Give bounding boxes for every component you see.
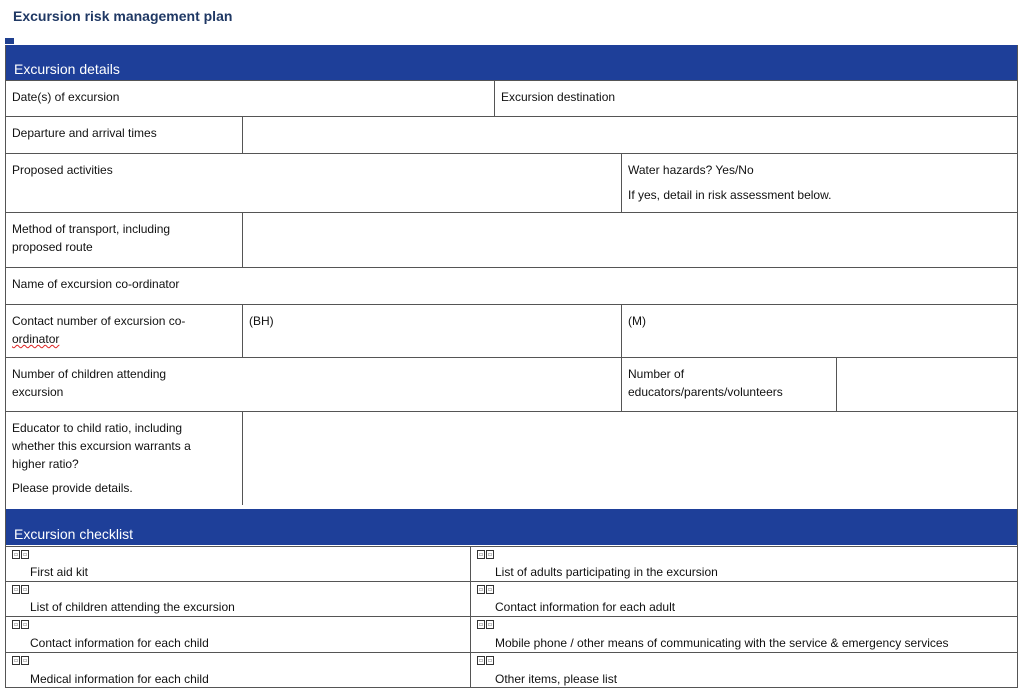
- checkbox-icon[interactable]: ☐ ☐: [12, 585, 30, 594]
- checklist-item-label: Contact information for each adult: [495, 600, 676, 614]
- contact-m-label: (M): [628, 314, 646, 328]
- row-transport: [6, 212, 1017, 267]
- educators-label-cell: [621, 358, 836, 411]
- checkbox-icon[interactable]: ☐ ☐: [12, 656, 30, 665]
- ratio-label-cell: [6, 412, 242, 505]
- checklist-row: [6, 616, 1017, 652]
- checklist-item-label: List of adults participating in the excursion: [495, 565, 718, 579]
- checklist-item-medical-info[interactable]: [6, 653, 470, 688]
- checklist-heading-text: Excursion checklist: [14, 526, 134, 542]
- transport-label-line-1: Method of transport, including: [12, 222, 171, 236]
- water-hazards-field[interactable]: [621, 154, 1019, 212]
- section-heading-details: [6, 45, 1017, 80]
- checkbox-icon[interactable]: ☐ ☐: [477, 550, 495, 559]
- times-input[interactable]: [242, 117, 1019, 153]
- transport-label-cell: [6, 213, 242, 267]
- transport-label-line-2: proposed route: [12, 240, 93, 254]
- ratio-input[interactable]: [242, 412, 1019, 505]
- row-ratio: [6, 411, 1017, 505]
- checklist-item-communication[interactable]: [470, 617, 1019, 652]
- dates-label: Date(s) of excursion: [12, 90, 120, 104]
- row-dates: [6, 80, 1017, 116]
- checkbox-icon[interactable]: ☐ ☐: [477, 656, 495, 665]
- educators-label-line-2: educators/parents/volunteers: [628, 385, 783, 399]
- times-label: Departure and arrival times: [12, 126, 157, 140]
- row-attendance: [6, 357, 1017, 411]
- children-count-field[interactable]: [6, 358, 621, 411]
- checklist-item-label: Medical information for each child: [30, 672, 209, 686]
- activities-label: Proposed activities: [12, 163, 113, 177]
- children-label-line-1: Number of children attending: [12, 367, 167, 381]
- activities-field[interactable]: [6, 154, 621, 212]
- checklist-row: [6, 581, 1017, 616]
- row-times: [6, 116, 1017, 153]
- details-heading-text: Excursion details: [14, 61, 120, 77]
- destination-field[interactable]: [494, 81, 1019, 116]
- checkbox-icon[interactable]: ☐ ☐: [477, 620, 495, 629]
- checklist-item-label: Other items, please list: [495, 672, 618, 686]
- contact-label-line-1: Contact number of excursion co-: [12, 314, 186, 328]
- checklist-item-label: Contact information for each child: [30, 636, 209, 650]
- contact-bh-label: (BH): [249, 314, 274, 328]
- water-hazards-note: If yes, detail in risk assessment below.: [628, 188, 832, 202]
- checkbox-icon[interactable]: ☐ ☐: [12, 620, 30, 629]
- educators-label-line-1: Number of: [628, 367, 685, 381]
- educators-count-input[interactable]: [836, 358, 1019, 411]
- row-coordinator: [6, 267, 1017, 304]
- coordinator-label: Name of excursion co-ordinator: [12, 277, 180, 291]
- destination-label: Excursion destination: [501, 90, 616, 104]
- checklist-row: [6, 546, 1017, 581]
- section-heading-checklist: [6, 509, 1017, 545]
- checklist-item-label: First aid kit: [30, 565, 89, 579]
- table-bottom-border: [6, 687, 1017, 688]
- times-label-cell: [6, 117, 242, 153]
- checklist-item-label: Mobile phone / other means of communicating with the service & emergency services: [495, 636, 949, 650]
- checkbox-icon[interactable]: ☐ ☐: [12, 550, 30, 559]
- children-label-line-2: excursion: [12, 385, 64, 399]
- risk-plan-form: [5, 45, 1018, 688]
- transport-input[interactable]: [242, 213, 1019, 267]
- checklist-item-label: List of children attending the excursion: [30, 600, 235, 614]
- checklist-item-other[interactable]: [470, 653, 1019, 688]
- page-title: Excursion risk management plan: [13, 8, 233, 24]
- checklist-row: [6, 652, 1017, 688]
- row-activities: [6, 153, 1017, 212]
- checklist-item-children-list[interactable]: [6, 582, 470, 616]
- coordinator-field[interactable]: [6, 268, 1019, 304]
- ratio-label-line-3: higher ratio?: [12, 457, 79, 471]
- checklist-item-adults-list[interactable]: [470, 547, 1019, 581]
- checklist-item-adult-contacts[interactable]: [470, 582, 1019, 616]
- checklist-item-child-contacts[interactable]: [6, 617, 470, 652]
- ratio-label-line-4: Please provide details.: [12, 481, 133, 495]
- checklist-item-first-aid[interactable]: [6, 547, 470, 581]
- ratio-label-line-1: Educator to child ratio, including: [12, 421, 183, 435]
- row-contact: [6, 304, 1017, 357]
- section-marker: [5, 38, 14, 44]
- contact-label-line-2: ordinator: [12, 332, 60, 346]
- contact-label-cell: [6, 305, 242, 357]
- checkbox-icon[interactable]: ☐ ☐: [477, 585, 495, 594]
- ratio-label-line-2: whether this excursion warrants a: [12, 439, 191, 453]
- water-hazards-label: Water hazards? Yes/No: [628, 163, 754, 177]
- contact-bh-field[interactable]: [242, 305, 621, 357]
- dates-field[interactable]: [6, 81, 494, 116]
- contact-m-field[interactable]: [621, 305, 1019, 357]
